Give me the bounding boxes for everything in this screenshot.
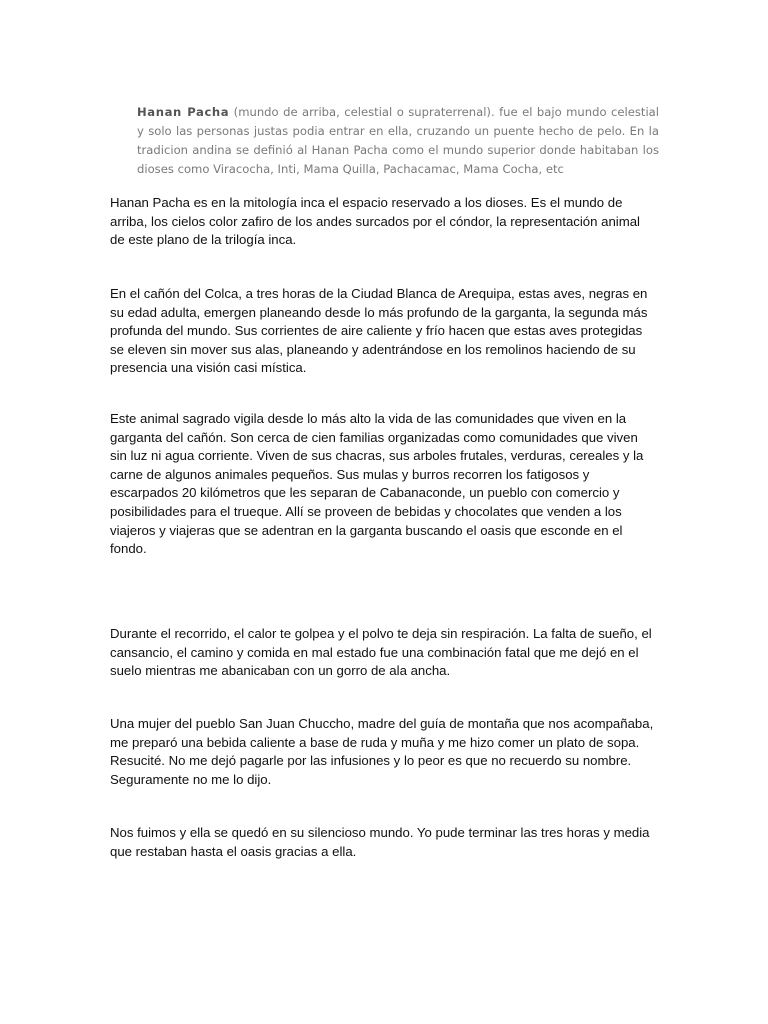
paragraph-woman: Una mujer del pueblo San Juan Chuccho, madre del guía de montaña que nos acompañaba, me preparó una bebida caliente a base de ruda y muña y me hizo comer un plato de sopa. Resucité. No me dejó pagarle por las infusiones y lo peor es que no recuerdo su nombre. Seguramente no me lo dijo. xyxy=(110,716,654,787)
quote-term: Hanan Pacha xyxy=(137,105,230,119)
paragraph-journey: Durante el recorrido, el calor te golpea y el polvo te deja sin respiración. La falta de sueño, el cansancio, el camino y comida en mal estado fue una combinación fatal que me dejó en el suelo mientras me abanicaban con un gorro de ala ancha. xyxy=(110,626,652,679)
quote-block xyxy=(137,103,659,179)
paragraph-colca-canyon: En el cañón del Colca, a tres horas de la Ciudad Blanca de Arequipa, estas aves, negras en su edad adulta, emergen planeando desde lo más profundo de la garganta, la segunda más profunda del mundo. Sus corrientes de aire caliente y frío hacen que estas aves protegidas se eleven sin mover sus alas, planeando y adentrándose en los remolinos haciendo de su presencia una visión casi mística. xyxy=(110,286,648,376)
paragraph-hanan-pacha: Hanan Pacha es en la mitología inca el espacio reservado a los dioses. Es el mundo de arriba, los cielos color zafiro de los andes surcados por el cóndor, la representación animal de este plano de la trilogía inca. xyxy=(110,195,640,248)
quote-text: (mundo de arriba, celestial o supraterrenal). fue el bajo mundo celestial y solo las personas justas podia entrar en ella, cruzando un puente hecho de pelo. En la tradicion andina se definió al Hanan Pacha como el mundo superior donde habitaban los dioses como Viracocha, Inti, Mama Quilla, Pachacamac, Mama Cocha, etc xyxy=(137,105,660,176)
paragraph-communities: Este animal sagrado vigila desde lo más alto la vida de las comunidades que viven en la garganta del cañón. Son cerca de cien familias organizadas como comunidades que viven sin luz ni agua corriente. Viven de sus chacras, sus arboles frutales, verduras, cereales y la carne de algunos animales pequeños. Sus mulas y burros recorren los fatigosos y escarpados 20 kilómetros que les separan de Cabanaconde, un pueblo con comercio y posibilidades para el trueque. Allí se proveen de bebidas y chocolates que venden a los viajeros y viajeras que se adentran en la garganta buscando el oasis que esconde en el fondo. xyxy=(110,411,644,557)
paragraph-ending: Nos fuimos y ella se quedó en su silencioso mundo. Yo pude terminar las tres horas y media que restaban hasta el oasis gracias a ella. xyxy=(110,825,650,859)
